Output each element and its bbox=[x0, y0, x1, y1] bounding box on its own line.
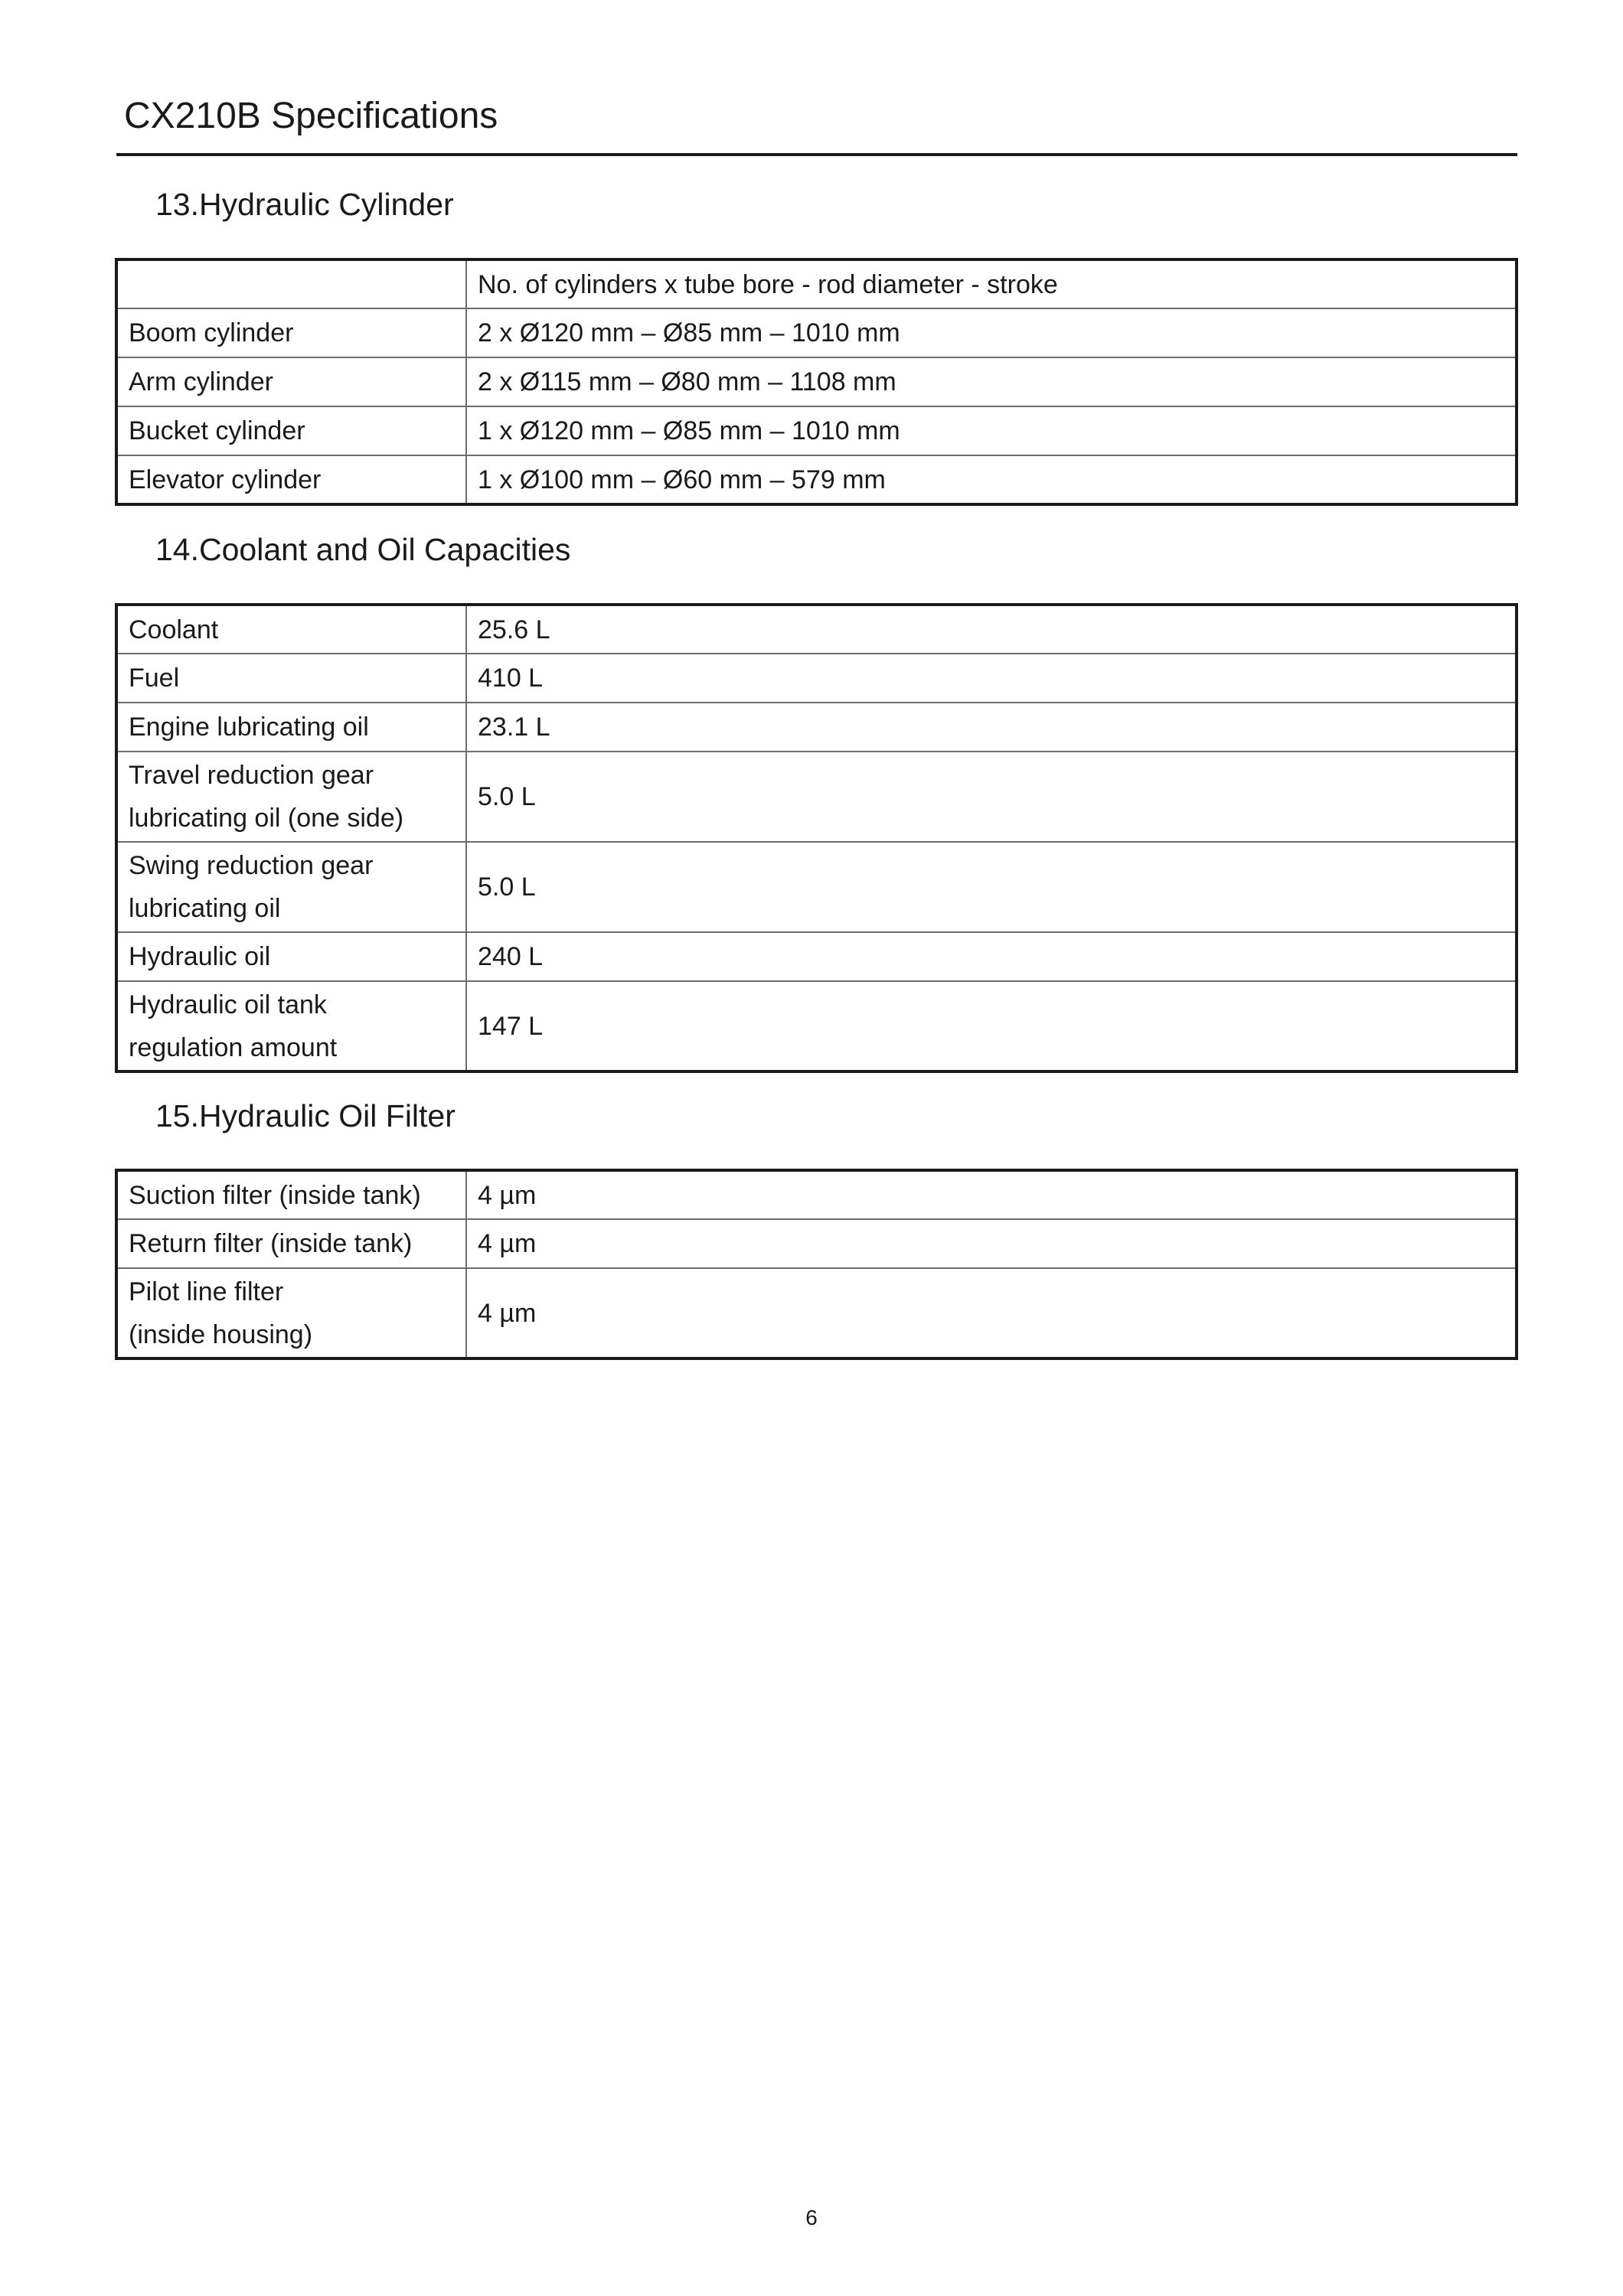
row-value: 5.0 L bbox=[466, 752, 1517, 842]
hydraulic-cylinder-table bbox=[115, 258, 1518, 506]
row-value: 1 x Ø100 mm – Ø60 mm – 579 mm bbox=[466, 455, 1517, 504]
table-row bbox=[116, 605, 1517, 654]
section-heading-hydraulic-cylinder: 13.Hydraulic Cylinder bbox=[155, 187, 454, 222]
row-value: 147 L bbox=[466, 981, 1517, 1071]
row-label: Travel reduction gear lubricating oil (one side) bbox=[116, 752, 466, 842]
row-label: Elevator cylinder bbox=[116, 455, 466, 504]
table-column-header: No. of cylinders x tube bore - rod diameter - stroke bbox=[466, 259, 1517, 308]
row-value: 410 L bbox=[466, 654, 1517, 703]
row-label: Hydraulic oil bbox=[116, 932, 466, 981]
table-row bbox=[116, 1268, 1517, 1358]
row-label: Bucket cylinder bbox=[116, 406, 466, 455]
table-row bbox=[116, 654, 1517, 703]
section-heading-coolant-oil-capacities: 14.Coolant and Oil Capacities bbox=[155, 532, 571, 567]
row-label: Arm cylinder bbox=[116, 357, 466, 406]
row-value: 4 µm bbox=[466, 1170, 1517, 1219]
page-title: CX210B Specifications bbox=[124, 96, 498, 136]
row-value: 240 L bbox=[466, 932, 1517, 981]
row-label: Swing reduction gear lubricating oil bbox=[116, 842, 466, 932]
table-row bbox=[116, 1170, 1517, 1219]
table-row bbox=[116, 842, 1517, 932]
table-row bbox=[116, 1219, 1517, 1268]
row-value: 25.6 L bbox=[466, 605, 1517, 654]
table-row bbox=[116, 357, 1517, 406]
table-row bbox=[116, 981, 1517, 1071]
coolant-oil-capacities-table bbox=[115, 603, 1518, 1073]
page-number: 6 bbox=[805, 2206, 818, 2229]
section-heading-hydraulic-oil-filter: 15.Hydraulic Oil Filter bbox=[155, 1098, 456, 1133]
table-row bbox=[116, 703, 1517, 752]
row-label: Fuel bbox=[116, 654, 466, 703]
row-value: 1 x Ø120 mm – Ø85 mm – 1010 mm bbox=[466, 406, 1517, 455]
row-label: Engine lubricating oil bbox=[116, 703, 466, 752]
table-header-row bbox=[116, 259, 1517, 308]
table-row bbox=[116, 455, 1517, 504]
page-header bbox=[116, 90, 1517, 156]
row-label: Suction filter (inside tank) bbox=[116, 1170, 466, 1219]
row-value: 4 µm bbox=[466, 1268, 1517, 1358]
table-header-empty-cell bbox=[116, 259, 466, 308]
row-value: 2 x Ø115 mm – Ø80 mm – 1108 mm bbox=[466, 357, 1517, 406]
table-row bbox=[116, 308, 1517, 357]
table-row bbox=[116, 932, 1517, 981]
row-label: Coolant bbox=[116, 605, 466, 654]
row-label: Hydraulic oil tank regulation amount bbox=[116, 981, 466, 1071]
row-label: Pilot line filter (inside housing) bbox=[116, 1268, 466, 1358]
row-value: 5.0 L bbox=[466, 842, 1517, 932]
row-value: 2 x Ø120 mm – Ø85 mm – 1010 mm bbox=[466, 308, 1517, 357]
hydraulic-oil-filter-table bbox=[115, 1169, 1518, 1360]
row-label: Boom cylinder bbox=[116, 308, 466, 357]
table-row bbox=[116, 406, 1517, 455]
row-label: Return filter (inside tank) bbox=[116, 1219, 466, 1268]
row-value: 4 µm bbox=[466, 1219, 1517, 1268]
row-value: 23.1 L bbox=[466, 703, 1517, 752]
table-row bbox=[116, 752, 1517, 842]
